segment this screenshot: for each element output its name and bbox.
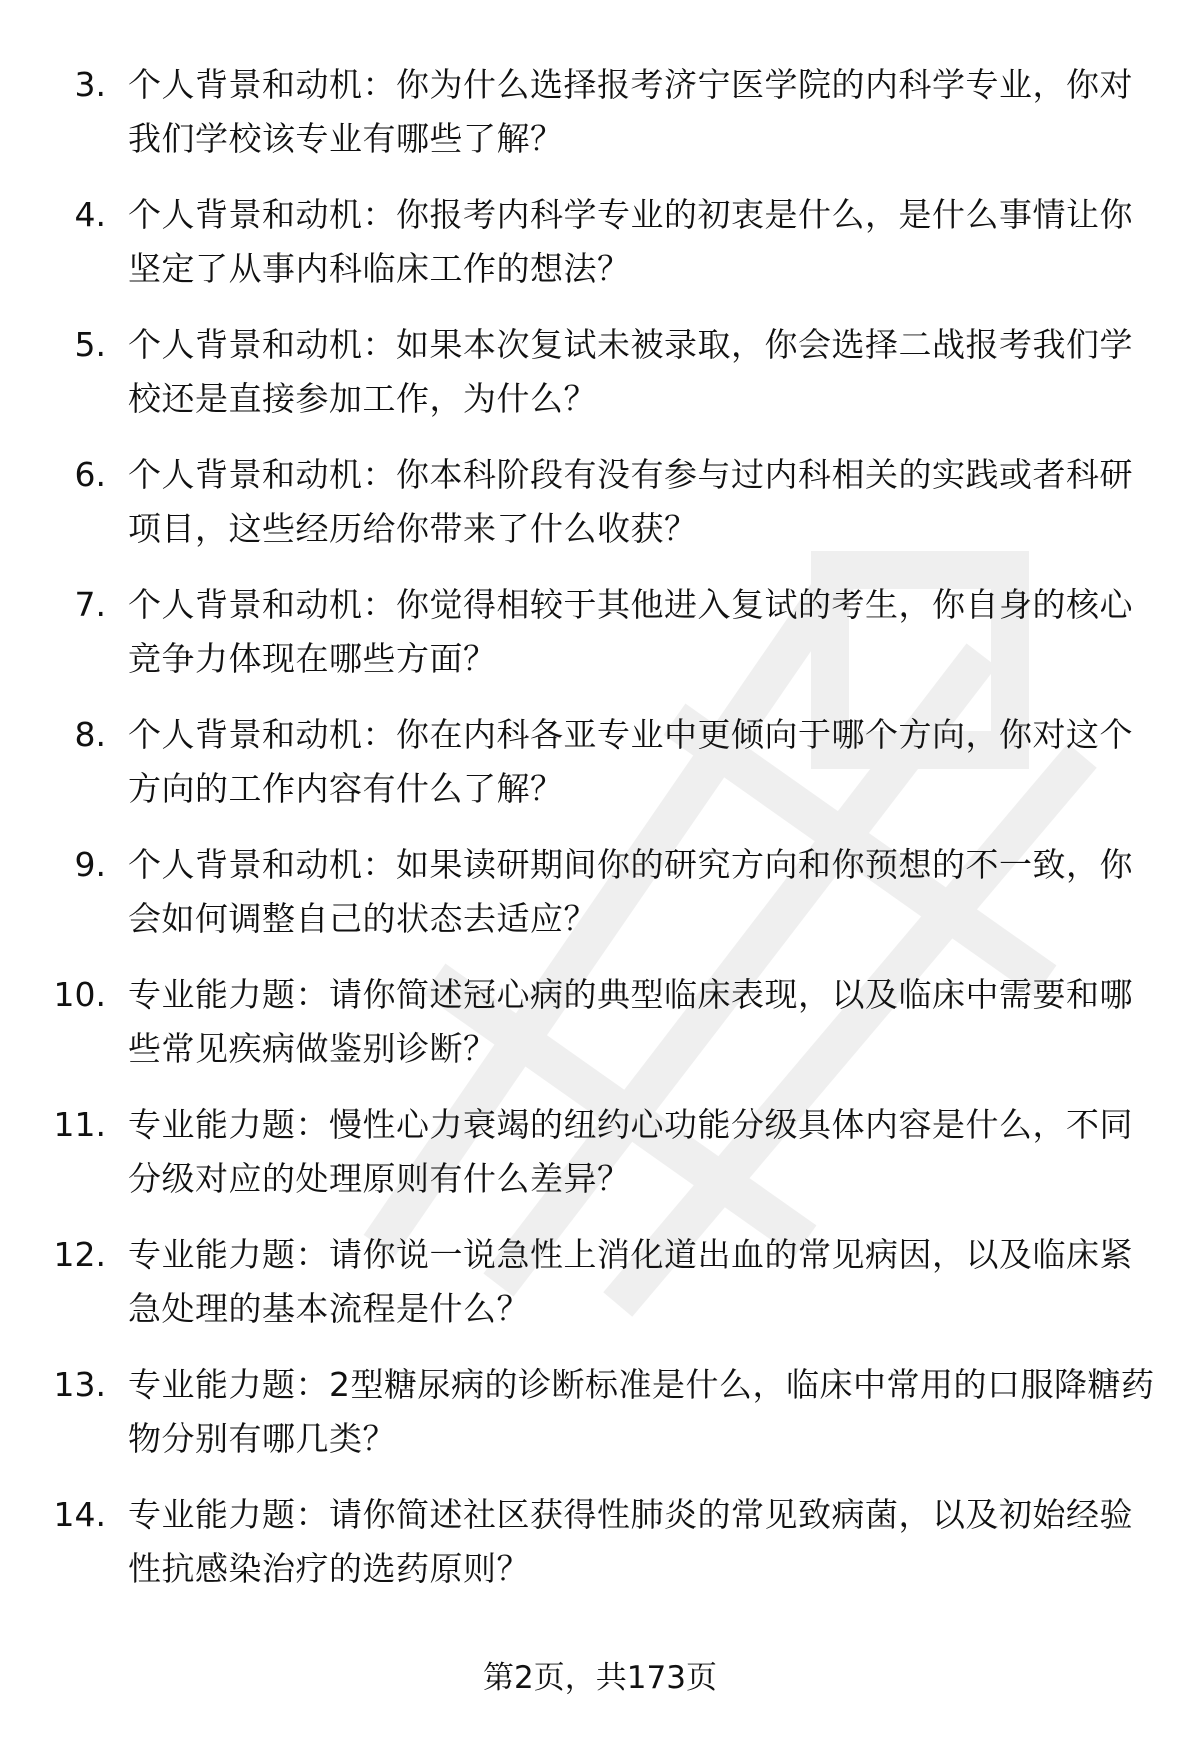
question-item [0, 1228, 1200, 1358]
question-item [0, 708, 1200, 838]
question-item [0, 188, 1200, 318]
question-text: 个人背景和动机：你报考内科学专业的初衷是什么，是什么事情让你坚定了从事内科临床工作的想法？ [128, 195, 1133, 288]
question-number: 11. [53, 1105, 106, 1144]
question-item [0, 1488, 1200, 1618]
question-number: 6. [74, 455, 106, 494]
question-text: 个人背景和动机：你为什么选择报考济宁医学院的内科学专业，你对我们学校该专业有哪些了解？ [128, 65, 1133, 158]
question-number: 5. [74, 325, 106, 364]
question-text: 专业能力题：慢性心力衰竭的纽约心功能分级具体内容是什么，不同分级对应的处理原则有什么差异？ [128, 1105, 1133, 1198]
question-item [0, 318, 1200, 448]
question-text: 专业能力题：请你简述社区获得性肺炎的常见致病菌，以及初始经验性抗感染治疗的选药原则？ [128, 1495, 1133, 1588]
question-item [0, 58, 1200, 188]
question-item [0, 1358, 1200, 1488]
question-item [0, 838, 1200, 968]
question-item [0, 448, 1200, 578]
question-list [0, 58, 1200, 1618]
question-text: 个人背景和动机：你在内科各亚专业中更倾向于哪个方向，你对这个方向的工作内容有什么了解？ [128, 715, 1133, 808]
question-number: 7. [74, 585, 106, 624]
question-number: 12. [53, 1235, 106, 1274]
question-text: 个人背景和动机：你觉得相较于其他进入复试的考生，你自身的核心竞争力体现在哪些方面？ [128, 585, 1133, 678]
question-number: 13. [53, 1365, 106, 1404]
question-number: 8. [74, 715, 106, 754]
question-item [0, 578, 1200, 708]
question-number: 9. [74, 845, 106, 884]
question-text: 专业能力题：请你简述冠心病的典型临床表现，以及临床中需要和哪些常见疾病做鉴别诊断？ [128, 975, 1133, 1068]
question-number: 3. [74, 65, 106, 104]
question-text: 专业能力题：请你说一说急性上消化道出血的常见病因，以及临床紧急处理的基本流程是什么？ [128, 1235, 1133, 1328]
question-number: 4. [74, 195, 106, 234]
question-text: 个人背景和动机：你本科阶段有没有参与过内科相关的实践或者科研项目，这些经历给你带来了什么收获？ [128, 455, 1133, 548]
question-text: 个人背景和动机：如果读研期间你的研究方向和你预想的不一致，你会如何调整自己的状态去适应？ [128, 845, 1133, 938]
page-footer: 第2页，共173页 [483, 1660, 717, 1696]
question-item [0, 1098, 1200, 1228]
question-number: 14. [53, 1495, 106, 1534]
question-text: 专业能力题：2型糖尿病的诊断标准是什么，临床中常用的口服降糖药物分别有哪几类？ [128, 1365, 1155, 1458]
question-number: 10. [53, 975, 106, 1014]
question-text: 个人背景和动机：如果本次复试未被录取，你会选择二战报考我们学校还是直接参加工作，为什么？ [128, 325, 1133, 418]
question-item [0, 968, 1200, 1098]
